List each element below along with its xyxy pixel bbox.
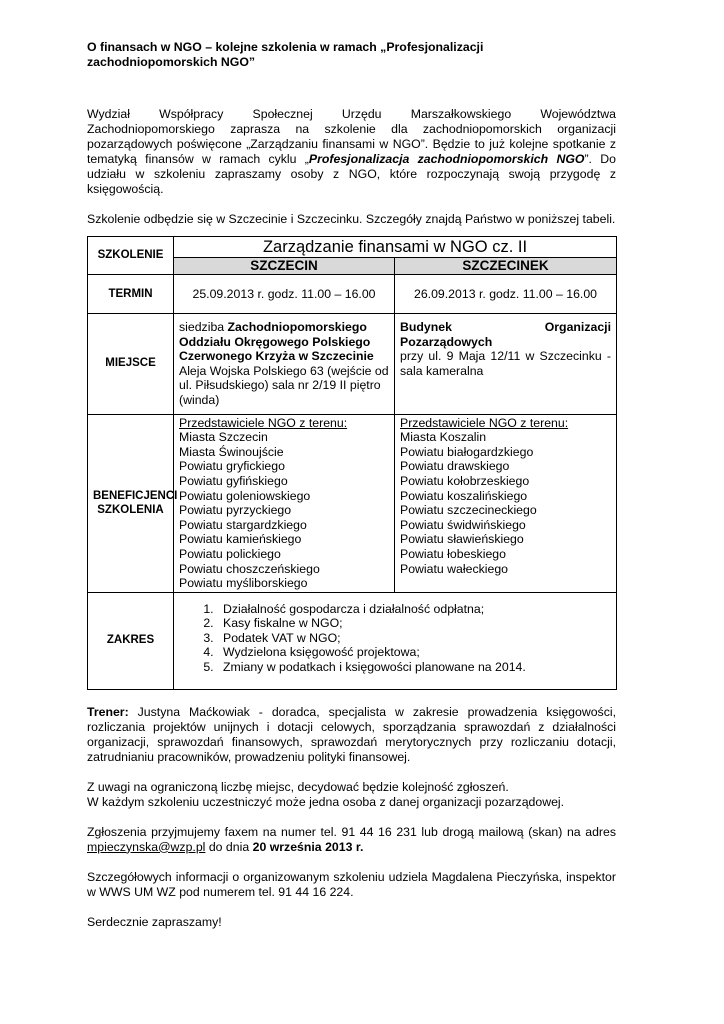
training-table xyxy=(87,236,617,690)
termin-szczecinek: 26.09.2013 r. godz. 11.00 – 16.00 xyxy=(395,275,617,314)
benef-list-1 xyxy=(179,430,389,591)
closing-text: Serdecznie zapraszamy! xyxy=(87,914,222,929)
list-item: Powiatu gryfickiego xyxy=(179,459,285,474)
miejsce2-address: przy ul. 9 Maja 12/11 w Szczecinku - sala kameralna xyxy=(400,349,611,378)
zakres-item: 2. Kasy fiskalne w NGO; xyxy=(217,616,611,631)
zakres-item: 3. Podatek VAT w NGO; xyxy=(217,631,611,646)
benef-header-2: Przedstawiciele NGO z terenu: xyxy=(400,415,569,430)
miejsce2-venue: Budynek Organizacji Pozarządowych xyxy=(400,320,611,349)
list-item: Miasta Świnoujście xyxy=(179,444,284,459)
email-link[interactable]: mpieczynska@wzp.pl xyxy=(87,839,206,854)
zakres-item: 4. Wydzielona księgowość projektowa; xyxy=(217,645,611,660)
list-item: Powiatu choszczeńskiego xyxy=(179,561,320,576)
label-szkolenie: SZKOLENIE xyxy=(88,237,174,275)
list-item: Powiatu szczecineckiego xyxy=(400,503,537,518)
document-page xyxy=(87,40,616,930)
benef-list-2 xyxy=(400,430,611,576)
contact-paragraph: Szczegółowych informacji o organizowanym szkoleniu udziela Magdalena Pieczyńska, inspektor w WWS UM WZ pod numerem tel. 91 44 16 224. xyxy=(87,869,616,899)
list-item: Powiatu kamieńskiego xyxy=(179,532,302,547)
list-item: Powiatu polickiego xyxy=(179,546,281,561)
registration-deadline: 20 września 2013 r. xyxy=(252,839,364,854)
limit-line-2: W każdym szkoleniu uczestniczyć może jedna osoba z danej organizacji pozarządowej. xyxy=(87,794,565,809)
label-miejsce: MIEJSCE xyxy=(88,314,174,415)
list-item: Powiatu kołobrzeskiego xyxy=(400,473,530,488)
zakres-item: 1. Działalność gospodarcza i działalność odpłatna; xyxy=(217,602,611,617)
page-title: O finansach w NGO – kolejne szkolenia w ramach „Profesjonalizacji zachodniopomorskich NGO” xyxy=(87,40,484,69)
intro-text-1: Wydział Współpracy Społecznej Urzędu Marszałkowskiego Województwa Zachodniopomorskiego zaprasza na szkolenie dla zachodniopomorskich organizacji pozarządowych poświęcone „Zarządzaniu finansami w NGO”. Będzie to już kolejne spotkanie z tematyką finansów w ramach cyklu „ xyxy=(87,107,616,166)
label-benef-line1: BENEFICJENCI xyxy=(93,489,178,502)
registration-text-1: Zgłoszenia przyjmujemy faxem na numer tel. 91 44 16 231 lub drogą mailową (skan) na adres xyxy=(87,824,616,839)
list-item: Powiatu wałeckiego xyxy=(400,561,509,576)
list-item: Powiatu goleniowskiego xyxy=(179,488,311,503)
registration-paragraph xyxy=(87,825,616,855)
label-zakres: ZAKRES xyxy=(88,592,174,689)
registration-text-2: do dnia xyxy=(205,839,253,854)
list-item: Powiatu sławieńskiego xyxy=(400,532,524,547)
label-benef-line2: SZKOLENIA xyxy=(97,504,164,517)
miejsce-szczecin xyxy=(174,314,395,415)
miejsce1-address: Aleja Wojska Polskiego 63 (wejście od ul. Piłsudskiego) sala nr 2/19 II piętro (winda) xyxy=(179,363,389,407)
city-szczecin: SZCZECIN xyxy=(174,258,395,275)
zakres-cell xyxy=(174,592,617,689)
intro-cycle-name: Profesjonalizacja zachodniopomorskich NGO xyxy=(308,152,585,166)
list-item: Miasta Koszalin xyxy=(400,430,487,445)
city-szczecinek: SZCZECINEK xyxy=(395,258,617,275)
list-item: Powiatu drawskiego xyxy=(400,459,510,474)
list-item: Powiatu białogardzkiego xyxy=(400,444,534,459)
list-item: Powiatu łobeskiego xyxy=(400,546,506,561)
list-item: Powiatu świdwińskiego xyxy=(400,517,526,532)
list-item: Miasta Szczecin xyxy=(179,430,268,445)
trainer-text: Justyna Maćkowiak - doradca, specjalista w zakresie prowadzenia księgowości, rozliczania projektów unijnych i dotacji celowych, sporządzania sprawozdań z działalności organizacji, sprawozdań finansowych, sprawozdań merytorycznych przy rozliczaniu dotacji, zatrudnianiu pracowników, prowadzeniu polityki finansowej. xyxy=(87,704,616,764)
zakres-item: 5. Zmiany w podatkach i księgowości planowane na 2014. xyxy=(217,660,611,675)
zakres-list xyxy=(179,602,611,675)
label-termin: TERMIN xyxy=(88,275,174,314)
list-item: Powiatu koszalińskiego xyxy=(400,488,528,503)
benef-header-1: Przedstawiciele NGO z terenu: xyxy=(179,415,348,430)
trainer-label: Trener: xyxy=(87,704,129,719)
miejsce1-venue: Zachodniopomorskiego Oddziału Okręgowego Polskiego Czerwonego Krzyża w Szczecinie xyxy=(179,320,374,364)
list-item: Powiatu myśliborskiego xyxy=(179,576,308,591)
beneficjenci-szczecinek xyxy=(395,414,617,592)
list-item: Powiatu stargardzkiego xyxy=(179,517,307,532)
intro-paragraph xyxy=(87,107,616,197)
list-item: Powiatu gyfińskiego xyxy=(179,473,288,488)
miejsce-szczecinek xyxy=(395,314,617,415)
label-beneficjenci xyxy=(88,414,178,592)
miejsce1-prefix: siedziba xyxy=(179,320,228,334)
beneficjenci-szczecin xyxy=(174,414,395,592)
termin-szczecin: 25.09.2013 r. godz. 11.00 – 16.00 xyxy=(174,275,395,314)
training-title: Zarządzanie finansami w NGO cz. II xyxy=(174,237,617,258)
location-note: Szkolenie odbędzie się w Szczecinie i Szczecinku. Szczegóły znajdą Państwo w poniższej tabeli. xyxy=(87,212,616,226)
trainer-paragraph xyxy=(87,705,616,765)
list-item: Powiatu pyrzyckiego xyxy=(179,503,292,518)
intro-text-2: ”. Do udziału w szkoleniu zapraszamy osoby z NGO, które rozpoczynają swoją przygodę z księgowością. xyxy=(87,152,616,196)
limit-line-1: Z uwagi na ograniczoną liczbę miejsc, decydować będzie kolejność zgłoszeń. xyxy=(87,779,509,794)
